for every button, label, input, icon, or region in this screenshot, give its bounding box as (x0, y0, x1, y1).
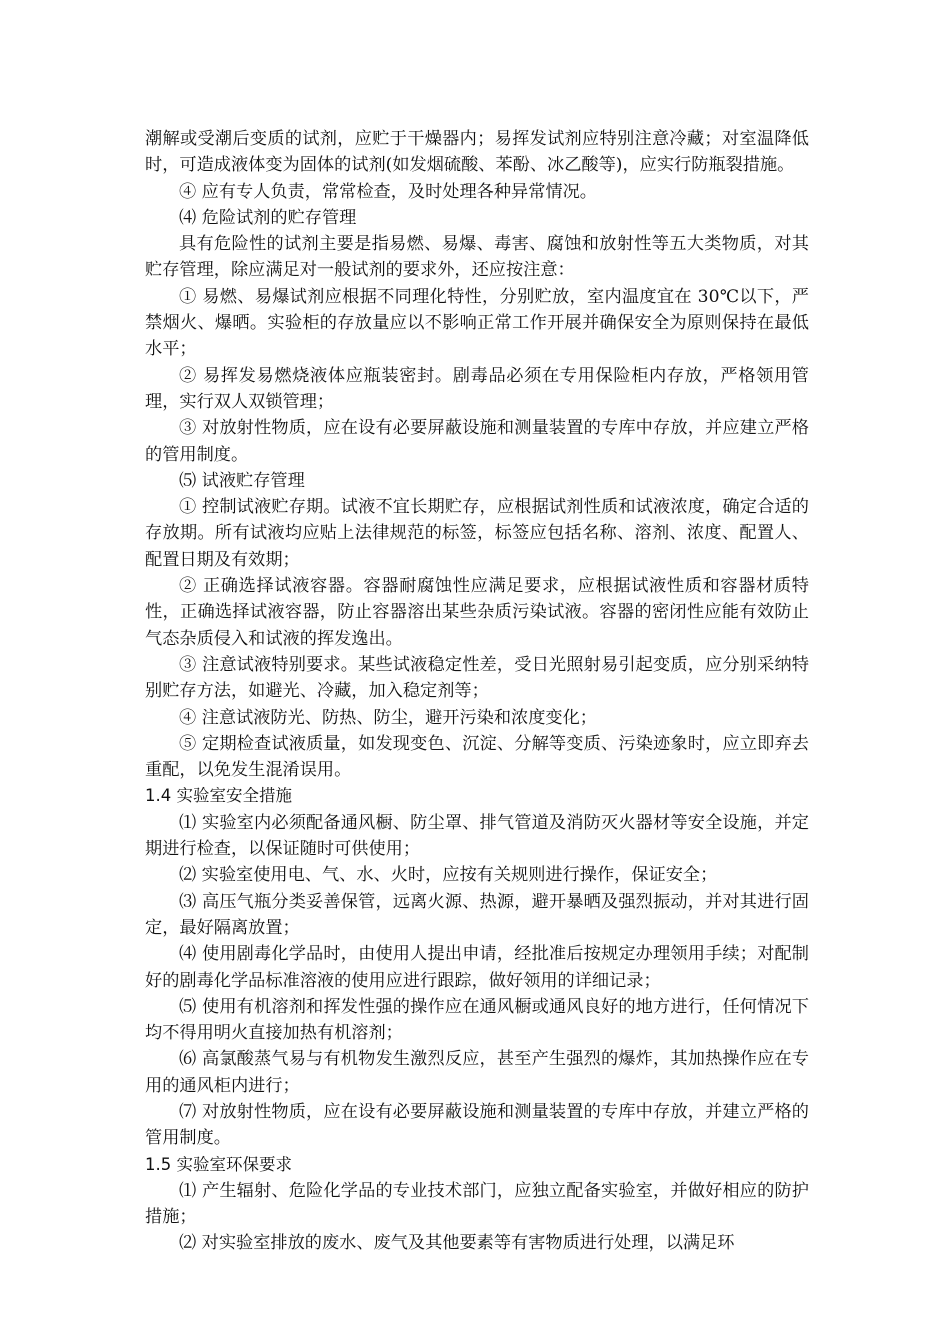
paragraph: ② 易挥发易燃烧液体应瓶装密封。剧毒品必须在专用保险柜内存放，严格领用管理，实行双人双锁管理； (145, 365, 809, 412)
paragraph: ① 易燃、易爆试剂应根据不同理化特性，分别贮放，室内温度宜在 30℃以下，严禁烟火、爆晒。实验柜的存放量应以不影响正常工作开展并确保安全为原则保持在最低水平； (145, 286, 809, 360)
paragraph: ⑵ 对实验室排放的废水、废气及其他要素等有害物质进行处理，以满足环 (179, 1233, 735, 1254)
paragraph: ⑸ 试液贮存管理 (179, 470, 305, 491)
document-body (145, 126, 809, 1257)
section-heading: 1.4 实验室安全措施 (145, 786, 292, 806)
section-heading: 1.5 实验室环保要求 (145, 1154, 292, 1174)
paragraph: ② 正确选择试液容器。容器耐腐蚀性应满足要求，应根据试液性质和容器材质特性，正确选择试液容器，防止容器溶出某些杂质污染试液。容器的密闭性应能有效防止气态杂质侵入和试液的挥发逸出。 (145, 576, 809, 649)
paragraph: ③ 对放射性物质，应在设有必要屏蔽设施和测量装置的专库中存放，并应建立严格的管用制度。 (145, 418, 809, 465)
paragraph: ⑵ 实验室使用电、气、水、火时，应按有关规则进行操作，保证安全； (179, 865, 718, 886)
paragraph: ⑷ 使用剧毒化学品时，由使用人提出申请，经批准后按规定办理领用手续；对配制好的剧毒化学品标准溶液的使用应进行跟踪，做好领用的详细记录； (145, 944, 809, 991)
paragraph: ① 控制试液贮存期。试液不宜长期贮存，应根据试剂性质和试液浓度，确定合适的存放期。所有试液均应贴上法律规范的标签，标签应包括名称、溶剂、浓度、配置人、配置日期及有效期； (145, 497, 809, 570)
paragraph: ④ 注意试液防光、防热、防尘，避开污染和浓度变化； (179, 707, 597, 728)
paragraph: ⑴ 实验室内必须配备通风橱、防尘罩、排气管道及消防灭火器材等安全设施，并定期进行检查，以保证随时可供使用； (145, 812, 809, 860)
paragraph: 潮解或受潮后变质的试剂，应贮于干燥器内；易挥发试剂应特别注意冷藏；对室温降低时，可造成液体变为固体的试剂(如发烟硫酸、苯酚、冰乙酸等)，应实行防瓶裂措施。 (145, 129, 809, 176)
paragraph: ⑷ 危险试剂的贮存管理 (179, 207, 357, 228)
paragraph: 具有危险性的试剂主要是指易燃、易爆、毒害、腐蚀和放射性等五大类物质，对其贮存管理，除应满足对一般试剂的要求外，还应按注意： (145, 234, 809, 281)
paragraph: ⑸ 使用有机溶剂和挥发性强的操作应在通风橱或通风良好的地方进行，任何情况下均不得用明火直接加热有机溶剂； (145, 996, 809, 1044)
paragraph: ⑹ 高氯酸蒸气易与有机物发生激烈反应，甚至产生强烈的爆炸，其加热操作应在专用的通风柜内进行； (145, 1049, 809, 1096)
paragraph: ⑤ 定期检查试液质量，如发现变色、沉淀、分解等变质、污染迹象时，应立即弃去重配，以免发生混淆误用。 (145, 733, 809, 781)
paragraph: ④ 应有专人负责，常常检查，及时处理各种异常情况。 (179, 181, 597, 202)
paragraph: ⑺ 对放射性物质，应在设有必要屏蔽设施和测量装置的专库中存放，并建立严格的管用制度。 (145, 1101, 809, 1149)
paragraph: ⑶ 高压气瓶分类妥善保管，远离火源、热源，避开暴晒及强烈振动，并对其进行固定，最好隔离放置； (145, 891, 809, 938)
paragraph: ⑴ 产生辐射、危险化学品的专业技术部门，应独立配备实验室，并做好相应的防护措施； (145, 1180, 809, 1228)
paragraph: ③ 注意试液特别要求。某些试液稳定性差，受日光照射易引起变质，应分别采纳特别贮存方法，如避光、冷藏，加入稳定剂等； (145, 654, 809, 702)
